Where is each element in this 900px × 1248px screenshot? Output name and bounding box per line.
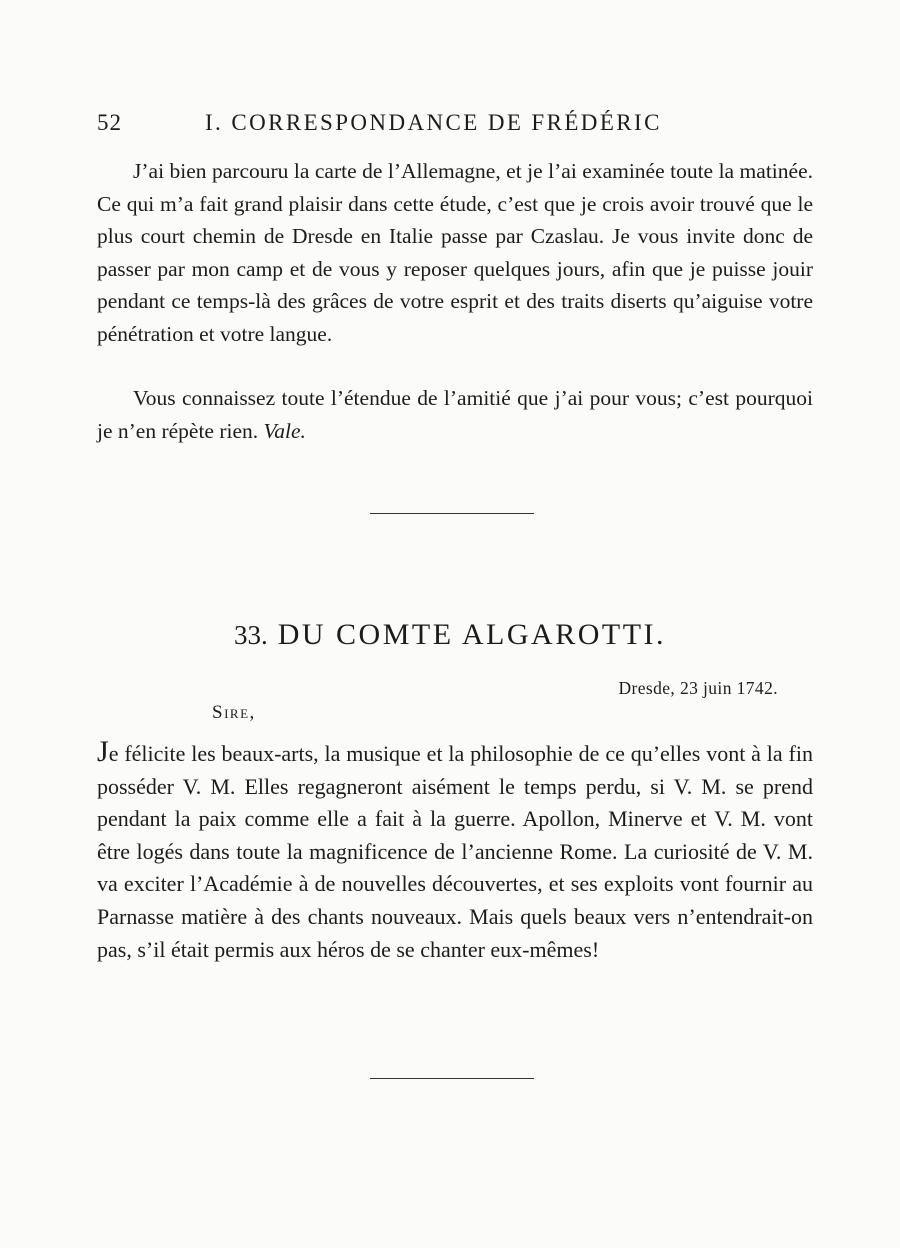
salutation: Sire,: [212, 702, 256, 723]
paragraph-2-text: Vous connaissez toute l’étendue de l’amitié que j’ai pour vous; c’est pourquoi je n’en répète rien.: [97, 386, 813, 443]
running-title: I. CORRESPONDANCE DE FRÉDÉRIC: [205, 110, 662, 135]
letter-body: [97, 735, 813, 966]
running-head: [97, 110, 817, 140]
dateline: Dresde, 23 juin 1742.: [618, 678, 778, 698]
letter-paragraph-2: [97, 382, 813, 447]
end-divider: [370, 1078, 534, 1079]
closing-vale: Vale.: [263, 418, 306, 443]
letter-title: DU COMTE ALGAROTTI.: [277, 618, 667, 651]
section-divider: [370, 513, 534, 514]
letter-body-text: e félicite les beaux-arts, la musique et la philosophie de ce qu’elles vont à la fin posséder V. M. Elles regagneront aisément le temps perdu, si V. M. se prend pendant la paix comme elle a fait à la guerre. Apollon, Minerve et V. M. vont être logés dans toute la magnificence de l’ancienne Rome. La curiosité de V. M. va exciter l’Académie à de nouvelles découvertes, et ses exploits vont fournir au Parnasse matière à des chants nouveaux. Mais quels beaux vers n’entendrait-on pas, s’il était permis aux héros de se chanter eux-mêmes!: [97, 741, 813, 962]
letter-paragraph-1: J’ai bien parcouru la carte de l’Allemagne, et je l’ai examinée toute la matinée. Ce qui m’a fait grand plaisir dans cette étude, c’est que je crois avoir trouvé que le plus court chemin de Dresde en Italie passe par Czaslau. Je vous invite donc de passer par mon camp et de vous y reposer quelques jours, afin que je puisse jouir pendant ce temps-là des grâces de votre esprit et des traits diserts qu’aiguise votre pénétration et votre langue.: [97, 159, 813, 346]
drop-cap: J: [97, 735, 109, 768]
page-number: 52: [97, 110, 122, 135]
letter-number: 33.: [233, 620, 268, 650]
letter-heading: [0, 618, 900, 652]
